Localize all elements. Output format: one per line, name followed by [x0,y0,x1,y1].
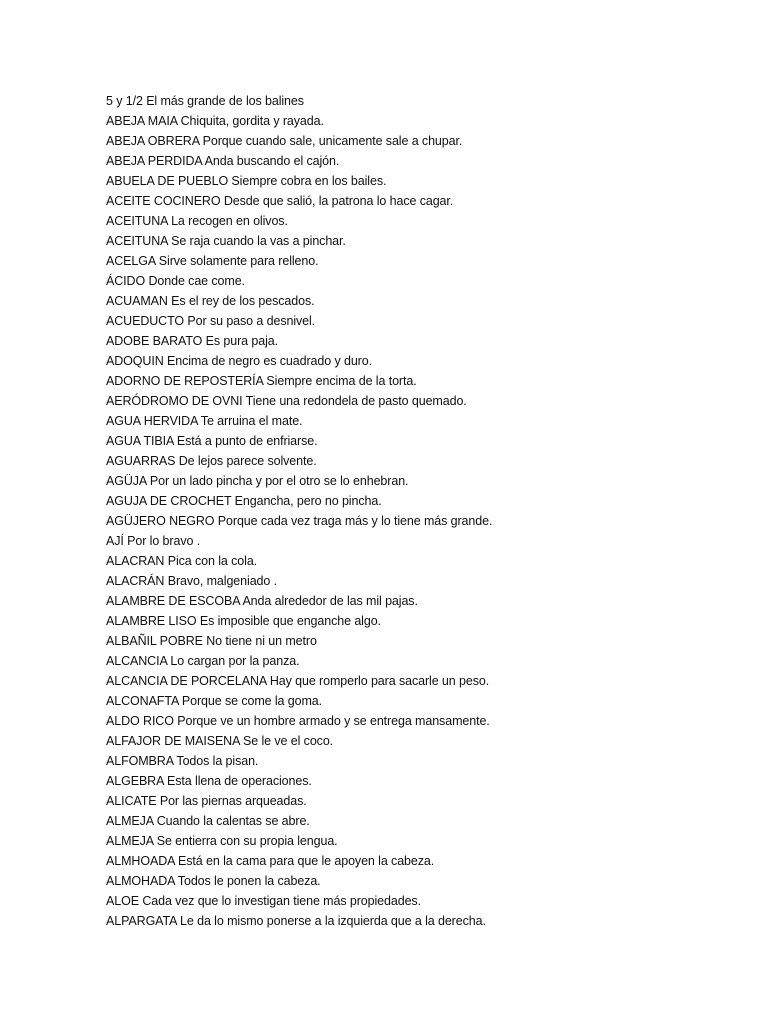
text-line: ALFAJOR DE MAISENA Se le ve el coco. [106,734,334,748]
text-line: ALMOHADA Todos le ponen la cabeza. [106,874,321,888]
text-line: ABUELA DE PUEBLO Siempre cobra en los bailes. [106,174,387,188]
text-line: 5 y 1/2 El más grande de los balines [106,94,304,108]
text-line: ACUAMAN Es el rey de los pescados. [106,294,315,308]
text-line: AGUARRAS De lejos parece solvente. [106,454,317,468]
text-line: ALAMBRE LISO Es imposible que enganche algo. [106,614,381,628]
text-line: AGÜJERO NEGRO Porque cada vez traga más y lo tiene más grande. [106,514,493,528]
text-line: ACEITUNA Se raja cuando la vas a pinchar. [106,234,346,248]
text-line: AGUJA DE CROCHET Engancha, pero no pincha. [106,494,382,508]
text-line: ABEJA MAIA Chiquita, gordita y rayada. [106,114,324,128]
text-line: ALBAÑIL POBRE No tiene ni un metro [106,634,317,648]
text-line: ALDO RICO Porque ve un hombre armado y se entrega mansamente. [106,714,490,728]
text-line: ALAMBRE DE ESCOBA Anda alrededor de las mil pajas. [106,594,418,608]
text-line: ALCANCIA DE PORCELANA Hay que romperlo para sacarle un peso. [106,674,490,688]
text-line: ALMHOADA Está en la cama para que le apoyen la cabeza. [106,854,435,868]
text-line: AGUA HERVIDA Te arruina el mate. [106,414,303,428]
text-line: ALOE Cada vez que lo investigan tiene más propiedades. [106,894,421,908]
text-line: ACELGA Sirve solamente para relleno. [106,254,319,268]
text-line: AGUA TIBIA Está a punto de enfriarse. [106,434,318,448]
text-line: AJÍ Por lo bravo . [106,534,201,548]
text-line: AERÓDROMO DE OVNI Tiene una redondela de pasto quemado. [106,394,467,408]
text-lines [106,91,746,931]
text-line: ALCONAFTA Porque se come la goma. [106,694,323,708]
text-line: ADOQUIN Encima de negro es cuadrado y duro. [106,354,372,368]
text-line: ALMEJA Cuando la calentas se abre. [106,814,310,828]
text-line: ABEJA PERDIDA Anda buscando el cajón. [106,154,340,168]
text-line: AGÜJA Por un lado pincha y por el otro se lo enhebran. [106,474,409,488]
text-line: ALICATE Por las piernas arqueadas. [106,794,307,808]
text-line: ALPARGATA Le da lo mismo ponerse a la izquierda que a la derecha. [106,914,486,928]
text-line: ÁCIDO Donde cae come. [106,274,245,288]
text-line: ALFOMBRA Todos la pisan. [106,754,259,768]
text-line: ADORNO DE REPOSTERÍA Siempre encima de la torta. [106,374,417,388]
text-line: ALGEBRA Esta llena de operaciones. [106,774,312,788]
text-line: ALMEJA Se entierra con su propia lengua. [106,834,338,848]
text-line: ALACRAN Pica con la cola. [106,554,258,568]
text-line: ACEITE COCINERO Desde que salió, la patrona lo hace cagar. [106,194,454,208]
text-line: ACUEDUCTO Por su paso a desnivel. [106,314,316,328]
text-line: ACEITUNA La recogen en olivos. [106,214,288,228]
text-line: ALACRÁN Bravo, malgeniado . [106,574,277,588]
text-line: ALCANCIA Lo cargan por la panza. [106,654,300,668]
text-line: ADOBE BARATO Es pura paja. [106,334,279,348]
text-line: ABEJA OBRERA Porque cuando sale, unicamente sale a chupar. [106,134,463,148]
